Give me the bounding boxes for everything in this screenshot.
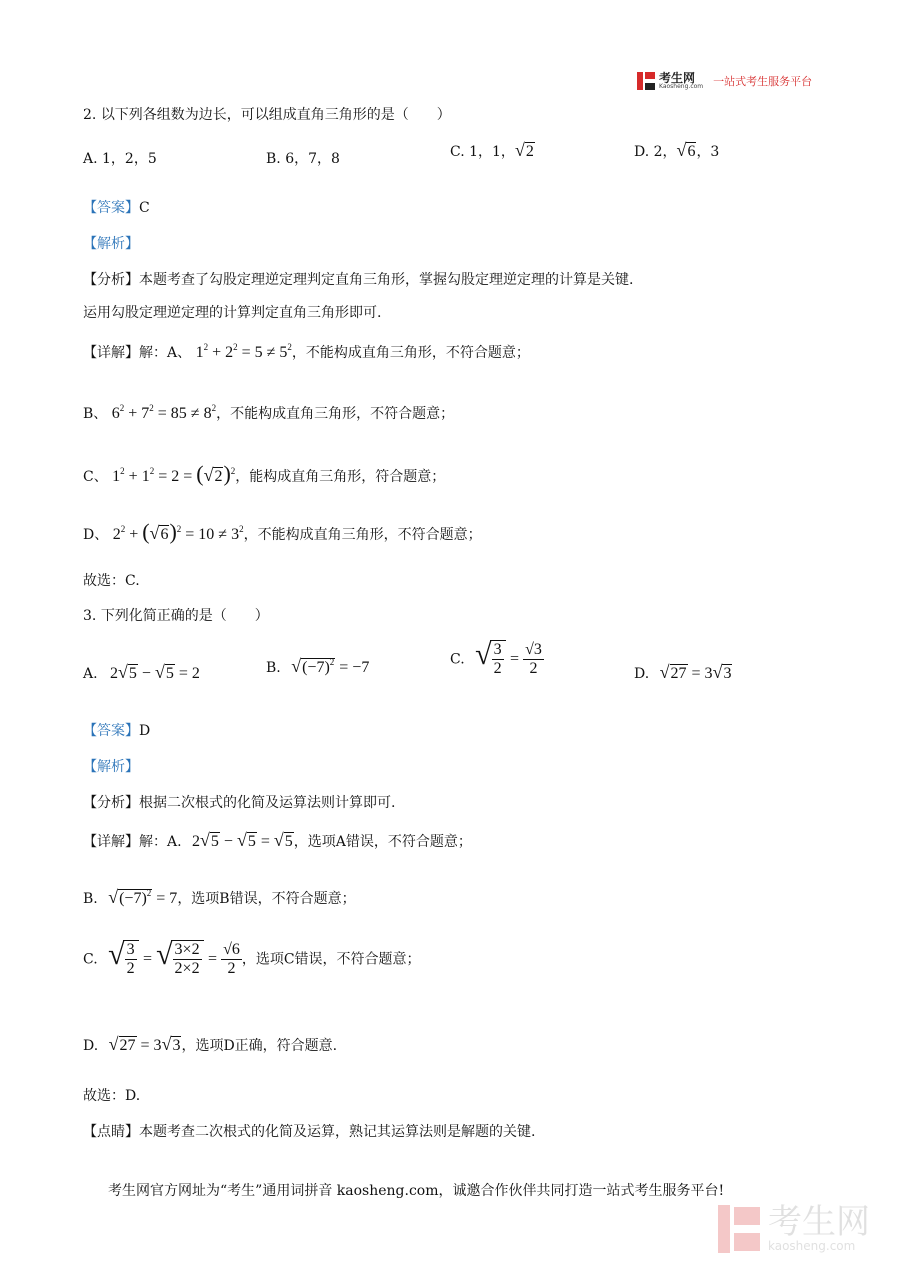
q3-answer-value: D xyxy=(139,723,151,739)
q3-fenxi: 【分析】根据二次根式的化简及运算法则计算即可. xyxy=(83,795,396,811)
q2-detail-c-formula: $1^2 + 1^2 = 2 = (√2)^2$ xyxy=(112,461,236,486)
q2-answer xyxy=(83,197,150,217)
q2-option-c-radicand: 2 xyxy=(525,143,534,160)
q3-analysis-tag: 【解析】 xyxy=(83,759,139,775)
q3-option-c: C. √ $\frac{3}{2}$ = $\frac{√3}{2}$ xyxy=(450,638,542,678)
logo-domain: Kaosheng.com xyxy=(659,83,704,90)
q3-stem-text: 下列化简正确的是（ ） xyxy=(100,608,269,624)
q2-option-d: D. 2，√6，3 xyxy=(634,140,720,160)
site-logo xyxy=(637,72,812,90)
watermark-name: 考生网 xyxy=(768,1202,870,1242)
q2-detail-c: C、 $1^2 + 1^2 = 2 = (√2)^2$，能构成直角三角形，符合题意； xyxy=(83,461,446,486)
answer-tag: 【答案】 xyxy=(83,200,139,216)
logo-slogan: 一站式考生服务平台 xyxy=(713,75,813,88)
q3-detail-a: 【详解】解：A. 2√5 − √5 = √5，选项A错误，不符合题意； xyxy=(83,830,472,850)
q2-conclusion: 故选：C. xyxy=(83,573,140,589)
q3-option-b: B. $√(-7)^2 = -7$ xyxy=(266,656,370,676)
q2-detail-d: D、 $2^2 + (√6)^2 = 10 \ne 3^2$，不能构成直角三角形，不符合题意； xyxy=(83,519,482,544)
q2-detail-a-formula: $1^2 + 2^2 = 5 \ne 5^2$ xyxy=(195,342,292,361)
q2-option-a: A. 1，2，5 xyxy=(83,151,157,167)
q2-detail-b: B、 $6^2 + 7^2 = 85 \ne 8^2$，不能构成直角三角形，不符合题意； xyxy=(83,403,455,422)
q2-detail-a: 【详解】解：A、 $1^2 + 2^2 = 5 \ne 5^2$，不能构成直角三角形，不符合题意； xyxy=(83,342,530,361)
q3-answer xyxy=(83,720,150,740)
q3-conclusion: 故选：D. xyxy=(83,1088,141,1104)
q2-analysis-tag: 【解析】 xyxy=(83,236,139,252)
q3-detail-d: D. √27 = 3√3，选项D正确，符合题意. xyxy=(83,1034,338,1054)
q3-option-a: A. 2√5 − √5 = 2 xyxy=(83,662,200,682)
q2-fenxi: 【分析】本题考查了勾股定理逆定理判定直角三角形，掌握勾股定理逆定理的计算是关键. xyxy=(83,272,634,288)
q3-detail-b: B. $√(-7)^2 = 7$，选项B错误，不符合题意； xyxy=(83,887,356,907)
q3-number: 3. xyxy=(83,608,97,624)
q3-stem xyxy=(83,605,269,625)
q3-option-d: D. √27 = 3√3 xyxy=(634,662,732,682)
q2-stem xyxy=(83,104,451,124)
q2-option-c: C. 1，1，√2 xyxy=(450,140,534,160)
logo-name: 考生网 xyxy=(659,71,696,85)
answer-tag: 【答案】 xyxy=(83,723,139,739)
watermark-domain: kaosheng.com xyxy=(768,1239,856,1253)
q3-dianjing: 【点睛】本题考查二次根式的化简及运算，熟记其运算法则是解题的关键. xyxy=(83,1124,536,1140)
q2-answer-value: C xyxy=(139,200,150,216)
q2-detail-d-formula: $2^2 + (√6)^2 = 10 \ne 3^2$ xyxy=(112,519,244,544)
logo-mark-icon xyxy=(637,72,655,90)
watermark-logo xyxy=(718,1202,870,1253)
q2-detail-b-formula: $6^2 + 7^2 = 85 \ne 8^2$ xyxy=(111,403,217,422)
q2-stem-text: 以下列各组数为边长，可以组成直角三角形的是（ ） xyxy=(100,107,451,123)
q2-option-b: B. 6，7，8 xyxy=(266,151,340,167)
q3-detail-c: C. √ $\frac{3}{2}$ = √ $\frac{3\times 2}{2\times 2}$ = $\frac{√6}{2}$ ，选项C错误，不符合题意； xyxy=(83,938,421,978)
q2-option-d-radicand: 6 xyxy=(687,143,696,160)
footer-text: 考生网官方网址为“考生”通用词拼音 kaosheng.com，诚邀合作伙伴共同打造一站式考生服务平台! xyxy=(108,1183,725,1199)
q2-fenxi-2: 运用勾股定理逆定理的计算判定直角三角形即可. xyxy=(83,305,382,321)
q2-number: 2. xyxy=(83,107,97,123)
watermark-mark-icon xyxy=(718,1205,762,1253)
